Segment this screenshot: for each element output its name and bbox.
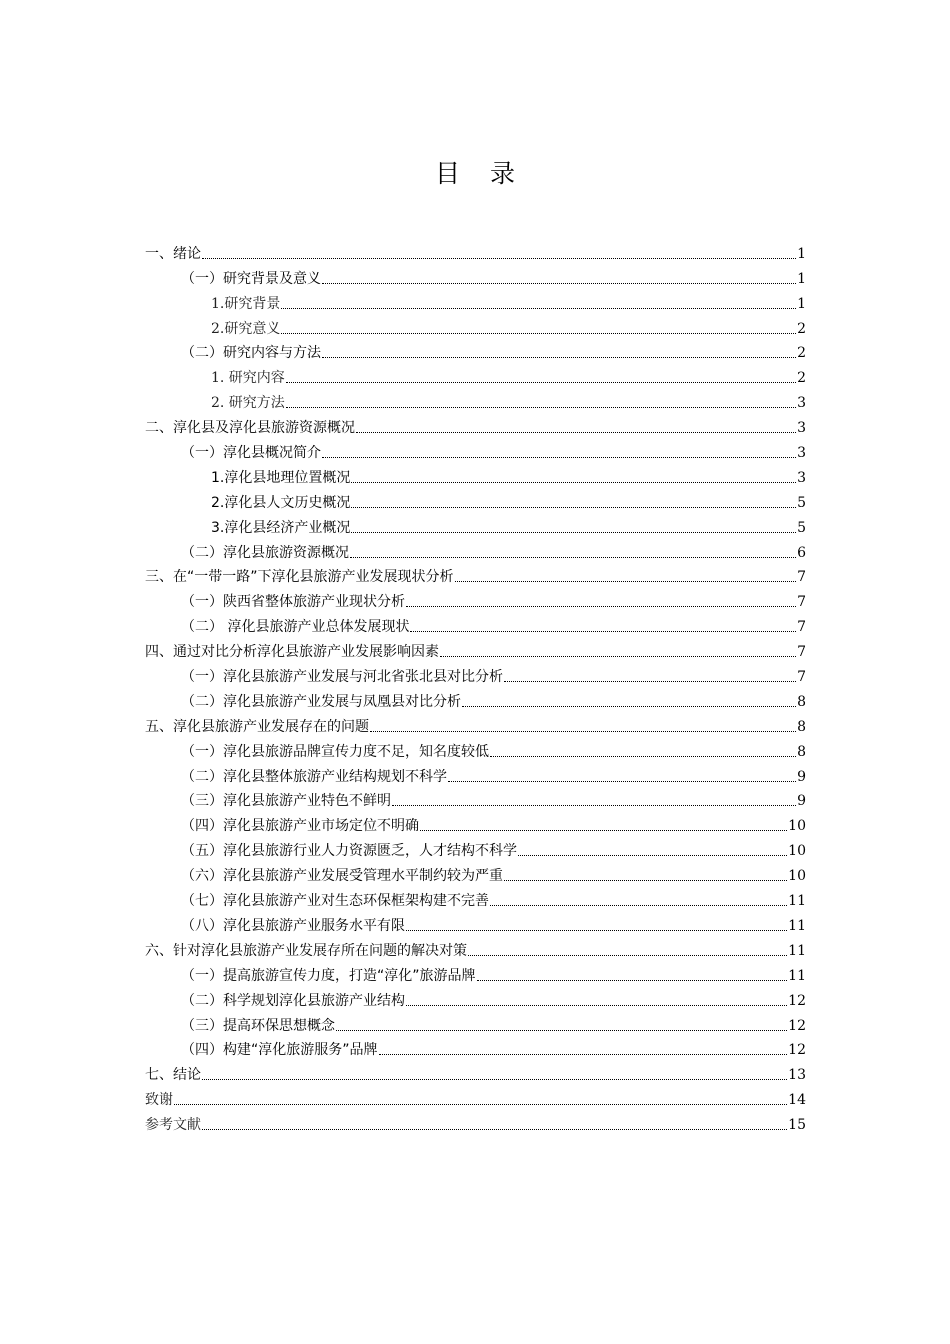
toc-dot-leader	[202, 1079, 787, 1080]
toc-entry-label: 五、淳化县旅游产业发展存在的问题	[145, 718, 369, 735]
toc-dot-leader	[406, 930, 787, 931]
toc-dot-leader	[322, 283, 796, 284]
toc-dot-leader	[392, 805, 796, 806]
toc-entry-page-number: 1	[797, 270, 806, 287]
toc-entry-label: 一、绪论	[145, 245, 201, 262]
toc-entry-label: 1.淳化县地理位置概况	[211, 469, 351, 486]
toc-entry-label: 2.淳化县人文历史概况	[211, 494, 351, 511]
toc-dot-leader	[202, 1129, 787, 1130]
toc-entry-label: 六、针对淳化县旅游产业发展存所在问题的解决对策	[145, 942, 467, 959]
toc-entry-page-number: 7	[797, 669, 806, 686]
toc-entry-label: （二）淳化县旅游资源概况	[181, 544, 349, 561]
toc-entry[interactable]	[145, 288, 806, 313]
toc-entry-label: （四）淳化县旅游产业市场定位不明确	[181, 818, 419, 835]
toc-entry[interactable]	[145, 462, 806, 487]
toc-entry-label: 参考文献	[145, 1117, 201, 1134]
toc-entry[interactable]	[145, 487, 806, 512]
toc-entry-page-number: 15	[788, 1117, 806, 1134]
toc-entry[interactable]	[145, 761, 806, 786]
toc-dot-leader	[370, 731, 796, 732]
toc-entry[interactable]	[145, 387, 806, 412]
toc-entry-label: （一）研究背景及意义	[181, 270, 321, 287]
toc-entry[interactable]	[145, 1109, 806, 1134]
toc-dot-leader	[202, 258, 796, 259]
toc-entry-page-number: 2	[797, 320, 806, 337]
toc-entry-page-number: 12	[788, 1042, 806, 1059]
toc-entry-page-number: 5	[797, 494, 806, 511]
toc-dot-leader	[281, 333, 796, 334]
toc-dot-leader	[440, 656, 796, 657]
toc-entry-page-number: 7	[797, 569, 806, 586]
toc-dot-leader	[410, 631, 796, 632]
toc-entry[interactable]	[145, 661, 806, 686]
toc-entry[interactable]	[145, 786, 806, 811]
toc-entry-page-number: 10	[788, 843, 806, 860]
toc-dot-leader	[350, 557, 796, 558]
toc-entry-page-number: 9	[797, 793, 806, 810]
toc-dot-leader	[504, 681, 796, 682]
toc-entry-page-number: 7	[797, 644, 806, 661]
toc-entry[interactable]	[145, 935, 806, 960]
toc-dot-leader	[356, 432, 796, 433]
toc-entry-page-number: 3	[797, 420, 806, 437]
toc-entry-page-number: 12	[788, 1017, 806, 1034]
toc-entry[interactable]	[145, 512, 806, 537]
toc-entry-label: （一）淳化县旅游产业发展与河北省张北县对比分析	[181, 669, 503, 686]
toc-entry-page-number: 9	[797, 768, 806, 785]
toc-entry-label: 三、在“一带一路”下淳化县旅游产业发展现状分析	[145, 569, 454, 586]
toc-dot-leader	[406, 606, 796, 607]
toc-entry[interactable]	[145, 1035, 806, 1060]
toc-entry-label: 七、结论	[145, 1067, 201, 1084]
toc-entry-page-number: 8	[797, 743, 806, 760]
toc-entry-page-number: 5	[797, 519, 806, 536]
table-of-contents	[145, 238, 806, 1134]
toc-entry[interactable]	[145, 860, 806, 885]
toc-entry-page-number: 10	[788, 868, 806, 885]
toc-entry[interactable]	[145, 636, 806, 661]
toc-entry-page-number: 11	[788, 893, 806, 910]
toc-entry[interactable]	[145, 263, 806, 288]
toc-entry-label: （一）陕西省整体旅游产业现状分析	[181, 594, 405, 611]
toc-entry-label: （七）淳化县旅游产业对生态环保框架构建不完善	[181, 893, 489, 910]
toc-dot-leader	[286, 407, 796, 408]
toc-entry[interactable]	[145, 562, 806, 587]
toc-dot-leader	[468, 955, 787, 956]
toc-dot-leader	[322, 357, 796, 358]
toc-entry-page-number: 13	[788, 1067, 806, 1084]
toc-dot-leader	[448, 781, 796, 782]
toc-entry-label: 1.研究背景	[211, 295, 281, 312]
toc-entry-label: （六）淳化县旅游产业发展受管理水平制约较为严重	[181, 868, 503, 885]
toc-entry-page-number: 2	[797, 370, 806, 387]
toc-entry-page-number: 6	[797, 544, 806, 561]
toc-entry-label: （一）提高旅游宣传力度，打造“淳化”旅游品牌	[181, 967, 476, 984]
toc-entry-page-number: 8	[797, 693, 806, 710]
toc-entry-label: （二）淳化县整体旅游产业结构规划不科学	[181, 768, 447, 785]
toc-dot-leader	[504, 880, 787, 881]
toc-dot-leader	[351, 532, 796, 533]
toc-entry-page-number: 12	[788, 992, 806, 1009]
toc-entry[interactable]	[145, 960, 806, 985]
toc-entry[interactable]	[145, 885, 806, 910]
toc-entry[interactable]	[145, 611, 806, 636]
toc-dot-leader	[379, 1054, 788, 1055]
toc-entry-label: （二）科学规划淳化县旅游产业结构	[181, 992, 405, 1009]
toc-entry[interactable]	[145, 686, 806, 711]
toc-dot-leader	[336, 1030, 787, 1031]
toc-entry-page-number: 3	[797, 469, 806, 486]
toc-entry-page-number: 3	[797, 395, 806, 412]
toc-entry[interactable]	[145, 1084, 806, 1109]
toc-entry-label: 致谢	[145, 1092, 173, 1109]
toc-entry[interactable]	[145, 412, 806, 437]
toc-dot-leader	[406, 1005, 787, 1006]
title-char-1: 目	[434, 159, 460, 188]
toc-dot-leader	[462, 706, 796, 707]
toc-entry[interactable]	[145, 238, 806, 263]
toc-entry[interactable]	[145, 835, 806, 860]
toc-entry[interactable]	[145, 338, 806, 363]
toc-entry[interactable]	[145, 736, 806, 761]
toc-entry-label: 3.淳化县经济产业概况	[211, 519, 351, 536]
toc-entry[interactable]	[145, 437, 806, 462]
toc-entry[interactable]	[145, 362, 806, 387]
toc-entry[interactable]	[145, 1059, 806, 1084]
toc-entry-label: （一）淳化县概况简介	[181, 445, 321, 462]
toc-dot-leader	[351, 482, 796, 483]
toc-entry[interactable]	[145, 586, 806, 611]
toc-entry-page-number: 11	[788, 967, 806, 984]
toc-entry[interactable]	[145, 537, 806, 562]
toc-entry-label: 四、通过对比分析淳化县旅游产业发展影响因素	[145, 644, 439, 661]
toc-entry-page-number: 11	[788, 942, 806, 959]
toc-dot-leader	[420, 830, 787, 831]
toc-entry-page-number: 7	[797, 619, 806, 636]
toc-entry-page-number: 3	[797, 445, 806, 462]
toc-entry-page-number: 7	[797, 594, 806, 611]
toc-entry[interactable]	[145, 985, 806, 1010]
toc-entry[interactable]	[145, 711, 806, 736]
toc-dot-leader	[351, 507, 796, 508]
toc-dot-leader	[518, 855, 787, 856]
toc-entry-label: （二）淳化县旅游产业发展与凤凰县对比分析	[181, 693, 461, 710]
toc-entry-page-number: 2	[797, 345, 806, 362]
toc-dot-leader	[455, 581, 797, 582]
toc-entry[interactable]	[145, 1010, 806, 1035]
toc-entry-label: （八）淳化县旅游产业服务水平有限	[181, 917, 405, 934]
toc-entry-label: （二）研究内容与方法	[181, 345, 321, 362]
toc-dot-leader	[286, 382, 796, 383]
toc-entry-label: （一）淳化县旅游品牌宣传力度不足，知名度较低	[181, 743, 489, 760]
page-title	[0, 158, 950, 190]
toc-entry-label: （三）淳化县旅游产业特色不鲜明	[181, 793, 391, 810]
toc-entry-label: 2.研究意义	[211, 320, 281, 337]
toc-dot-leader	[322, 457, 796, 458]
toc-dot-leader	[281, 308, 796, 309]
toc-entry-label: （四）构建“淳化旅游服务”品牌	[181, 1042, 378, 1059]
toc-entry-label: （三）提高环保思想概念	[181, 1017, 335, 1034]
toc-entry-label: 1. 研究内容	[211, 370, 285, 387]
toc-entry-label: （五）淳化县旅游行业人力资源匮乏，人才结构不科学	[181, 843, 517, 860]
toc-dot-leader	[477, 980, 788, 981]
toc-entry[interactable]	[145, 810, 806, 835]
toc-entry-label: 2. 研究方法	[211, 395, 285, 412]
toc-entry-page-number: 14	[788, 1092, 806, 1109]
toc-entry-page-number: 1	[797, 295, 806, 312]
toc-dot-leader	[490, 756, 796, 757]
toc-entry-page-number: 10	[788, 818, 806, 835]
toc-entry-page-number: 11	[788, 917, 806, 934]
toc-dot-leader	[174, 1104, 787, 1105]
toc-entry-page-number: 8	[797, 718, 806, 735]
title-char-2: 录	[490, 159, 516, 188]
toc-entry-page-number: 1	[797, 245, 806, 262]
toc-entry[interactable]	[145, 313, 806, 338]
toc-entry-label: （二） 淳化县旅游产业总体发展现状	[181, 619, 410, 636]
toc-entry[interactable]	[145, 910, 806, 935]
toc-dot-leader	[490, 905, 787, 906]
toc-entry-label: 二、淳化县及淳化县旅游资源概况	[145, 420, 355, 437]
